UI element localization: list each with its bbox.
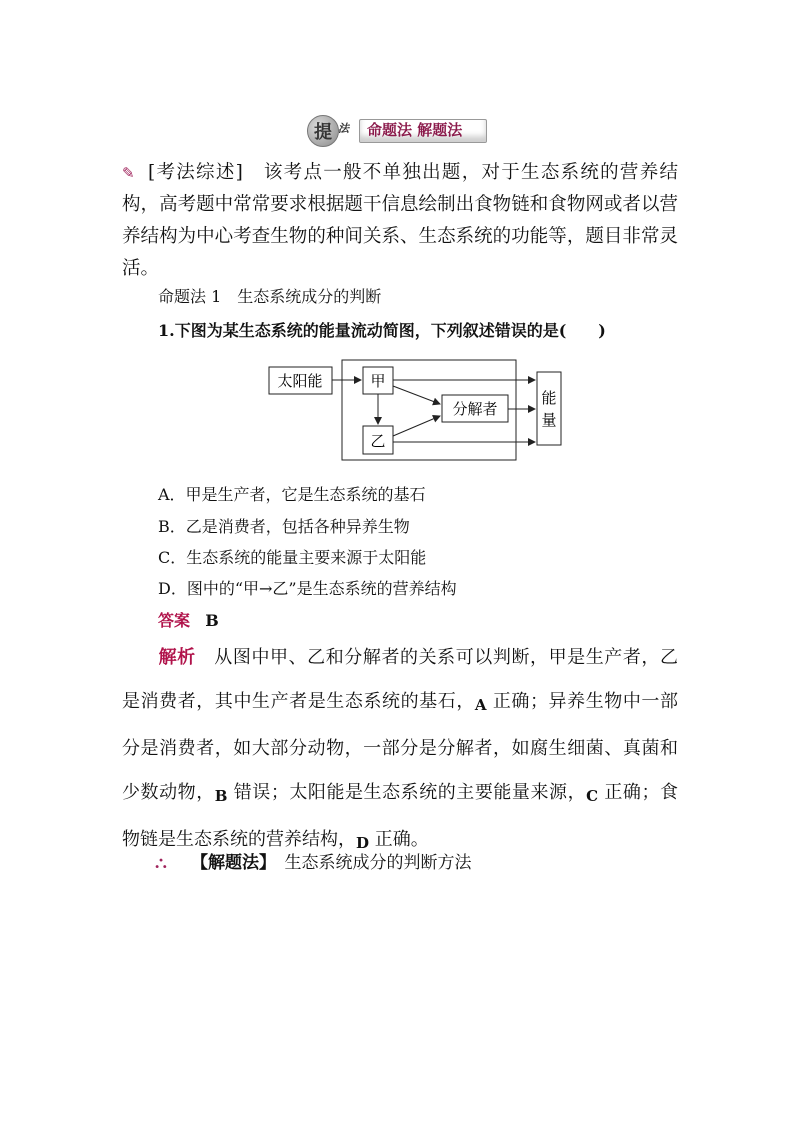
- question-text: 1.下图为某生态系统的能量流动简图，下列叙述错误的是( ): [158, 321, 606, 340]
- pyramid-icon: ⛬: [155, 853, 167, 873]
- solution-line: [155, 852, 472, 874]
- analysis-part-3: 错误；太阳能是生态系统的主要能量来源，: [233, 782, 587, 803]
- summary-paragraph: [122, 157, 678, 285]
- jia-label: 甲: [370, 372, 386, 390]
- analysis-part-1: 从图中甲、乙和分解者的关系可以判断，甲是生产者，乙是消费者，其中生产者是生态系统的基石，: [122, 647, 679, 712]
- energy-flow-diagram: [262, 352, 572, 468]
- analysis-letter-c: C: [586, 787, 599, 805]
- analysis-part-2: 正确；异养生物中一部分是消费者，如大部分动物，一部分是分解者，如腐生细菌、真菌和少数动物，: [122, 691, 678, 803]
- analysis-part-5: 正确。: [374, 829, 429, 850]
- analysis-paragraph: [122, 636, 678, 865]
- analysis-letter-b: B: [214, 787, 228, 805]
- option-c: C．生态系统的能量主要来源于太阳能: [158, 548, 427, 567]
- answer-line: [158, 610, 219, 632]
- summary-tag: [考法综述]: [148, 162, 243, 183]
- section-badge: [307, 113, 487, 147]
- analysis-label: 解析: [158, 647, 196, 668]
- energy-box: [537, 372, 561, 445]
- energy-label-1: 能: [541, 389, 557, 407]
- badge-emblem-icon: 提: [307, 115, 339, 147]
- answer-label: 答案: [158, 611, 191, 630]
- pencil-icon: ✎: [122, 164, 135, 182]
- badge-label: 命题法 解题法: [367, 121, 463, 139]
- option-a: A．甲是生产者，它是生态系统的基石: [158, 485, 426, 504]
- arrow-yi-decomposer: [393, 416, 440, 436]
- energy-label-2: 量: [541, 411, 557, 429]
- analysis-part-4: 正确；食物链是生态系统的营养结构，: [122, 782, 679, 850]
- yi-label: 乙: [370, 432, 386, 450]
- decomposer-label: 分解者: [452, 400, 498, 418]
- method-heading: 命题法 1 生态系统成分的判断: [158, 287, 382, 306]
- arrow-jia-decomposer: [393, 386, 440, 404]
- analysis-letter-d: D: [356, 834, 370, 852]
- badge-emblem-small-text: 法: [338, 122, 349, 135]
- solution-tag: 【解题法】: [191, 853, 268, 873]
- sun-label: 太阳能: [277, 372, 323, 390]
- option-d: D．图中的“甲→乙”是生态系统的营养结构: [158, 579, 457, 598]
- answer-value: B: [205, 611, 219, 630]
- solution-text: 生态系统成分的判断方法: [284, 853, 472, 873]
- summary-text: 该考点一般不单独出题，对于生态系统的营养结构，高考题中常常要求根据题干信息绘制出食物链和食物网或者以营养结构为中心考查生物的种间关系、生态系统的功能等，题目非常灵活。: [122, 162, 678, 279]
- analysis-letter-a: A: [474, 696, 487, 714]
- option-b: B．乙是消费者，包括各种异养生物: [158, 517, 410, 536]
